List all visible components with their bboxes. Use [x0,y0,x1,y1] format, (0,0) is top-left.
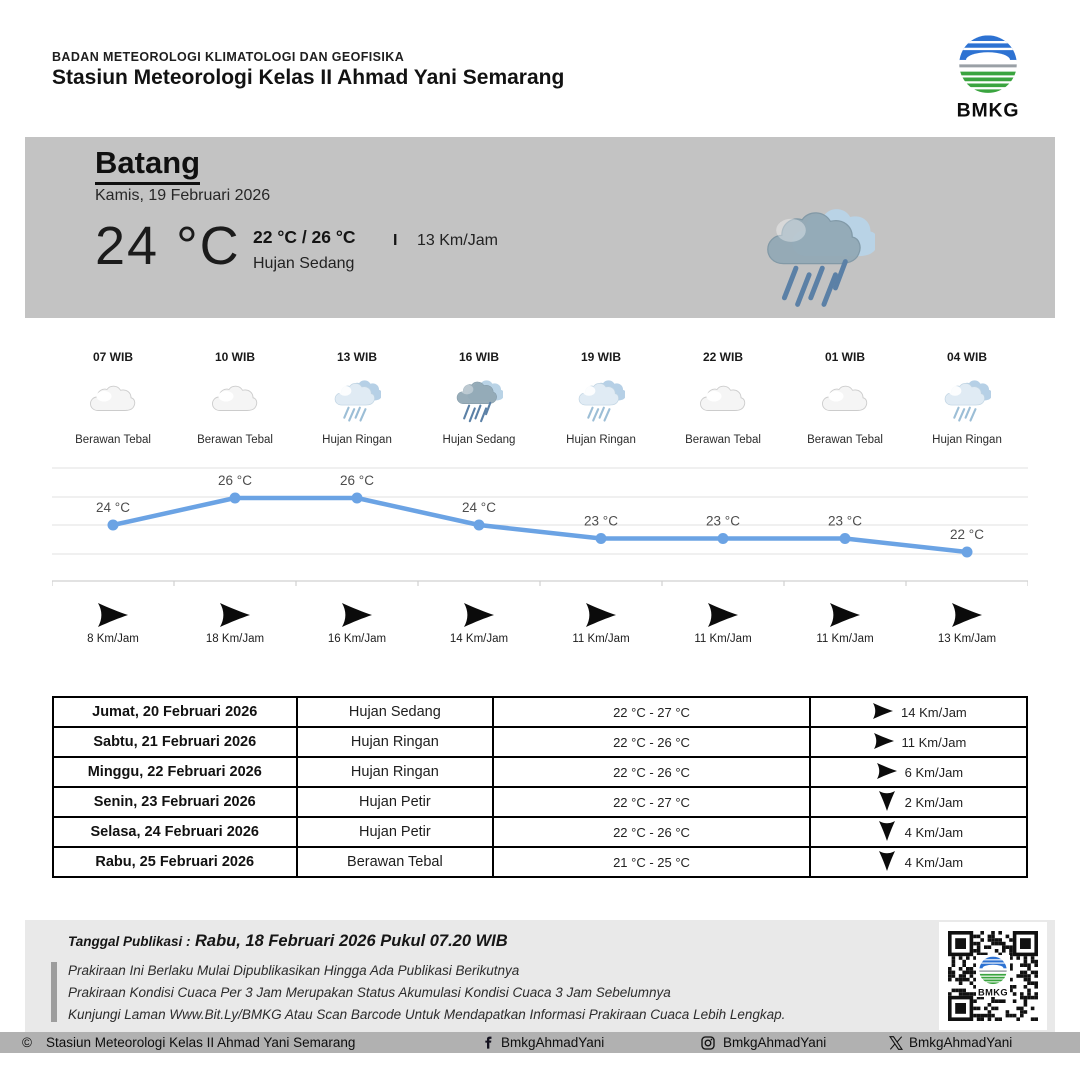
hourly-time: 10 WIB [214,350,255,364]
day-wind [811,701,1026,724]
cloud-thick-icon [211,376,259,424]
hourly-condition: Hujan Ringan [932,434,1002,446]
wind-slot [540,600,662,645]
cloud-thick-icon [699,376,747,424]
hourly-time: 13 WIB [336,350,377,364]
day-temp-range: 22 °C - 27 °C [493,787,810,817]
svg-text:23 °C: 23 °C [706,513,740,529]
wind-direction-arrow-icon [704,600,742,630]
wind-direction-arrow-icon [216,600,254,630]
wind-direction-arrow-icon [948,600,986,630]
divider: I [393,232,398,249]
svg-text:BMKG: BMKG [978,987,1008,997]
table-row [53,847,1027,877]
day-condition: Hujan Petir [297,817,494,847]
wind-speed-label: 11 Km/Jam [816,633,874,645]
day-temp-range: 22 °C - 27 °C [493,697,810,727]
hourly-condition: Hujan Sedang [442,434,516,446]
wind-direction-arrow-icon [460,600,498,630]
hourly-time: 04 WIB [946,350,987,364]
day-condition: Hujan Ringan [297,727,494,757]
wind-direction-arrow-icon [582,600,620,630]
svg-text:26 °C: 26 °C [218,473,252,488]
hourly-condition: Berawan Tebal [197,434,273,446]
day-date: Jumat, 20 Februari 2026 [53,697,297,727]
facebook-icon[interactable] [480,1032,496,1053]
svg-text:23 °C: 23 °C [584,513,618,529]
hourly-time: 16 WIB [458,350,499,364]
day-wind [811,791,1026,814]
day-condition: Hujan Ringan [297,757,494,787]
hourly-slot [174,350,296,446]
wind-speed-label: 11 Km/Jam [572,633,630,645]
hourly-condition: Berawan Tebal [75,434,151,446]
x-handle[interactable]: BmkgAhmadYani [909,1035,1013,1050]
svg-text:BMKG: BMKG [956,99,1020,120]
station-name: Stasiun Meteorologi Kelas II Ahmad Yani Semarang [52,66,565,89]
table-row [53,697,1027,727]
rain-moderate-icon [455,376,503,424]
publication-footer [25,920,1055,1032]
bottom-bar [0,1032,1080,1053]
hourly-slot [296,350,418,446]
current-wind-speed: 13 Km/Jam [417,232,498,249]
day-date: Senin, 23 Februari 2026 [53,787,297,817]
x-icon[interactable] [888,1032,904,1053]
rain-moderate-icon [763,199,875,311]
note-accent-bar [51,962,57,1022]
day-wind-speed: 6 Km/Jam [904,764,964,780]
wind-slot [906,600,1028,645]
instagram-icon[interactable] [700,1032,716,1053]
wind-direction-arrow-icon [874,821,900,844]
wind-direction-arrow-icon [871,731,897,754]
bmkg-logo [950,32,1026,120]
day-temp-range: 22 °C - 26 °C [493,817,810,847]
day-wind [811,851,1026,874]
day-condition: Hujan Petir [297,787,494,817]
hourly-wind-strip [52,600,1028,645]
hourly-condition: Hujan Ringan [566,434,636,446]
hourly-condition: Hujan Ringan [322,434,392,446]
day-wind-speed: 4 Km/Jam [904,854,964,870]
daily-forecast-table [52,696,1028,878]
publication-line [68,932,508,951]
wind-direction-arrow-icon [870,701,896,724]
svg-text:26 °C: 26 °C [340,473,374,488]
wind-slot [662,600,784,645]
temp-range: 22 °C / 26 °C [253,227,356,247]
table-row [53,787,1027,817]
day-wind-speed: 2 Km/Jam [904,794,964,810]
svg-text:22 °C: 22 °C [950,527,984,542]
table-row [53,757,1027,787]
hourly-slot [540,350,662,446]
wind-slot [52,600,174,645]
wind-speed-label: 14 Km/Jam [449,633,509,645]
hourly-forecast-strip [52,350,1028,446]
wind-speed-label: 8 Km/Jam [87,633,139,645]
wind-direction-arrow-icon [826,600,864,630]
svg-text:24 °C: 24 °C [462,500,496,515]
day-wind-speed: 4 Km/Jam [904,824,964,840]
wind-direction-arrow-icon [94,600,132,630]
agency-name: BADAN METEOROLOGI KLIMATOLOGI DAN GEOFISIKA [52,50,405,64]
qr-code [939,922,1047,1030]
day-wind [811,761,1026,784]
current-weather-card [25,137,1055,318]
disclaimer-notes [68,960,785,1026]
qr-center-bmkg-logo [976,955,1010,997]
hourly-time: 22 WIB [702,350,743,364]
hourly-time: 07 WIB [92,350,133,364]
wind-direction-arrow-icon [874,791,900,814]
disclaimer-note: Kunjungi Laman Www.Bit.Ly/BMKG Atau Scan Barcode Untuk Mendapatkan Informasi Prakiraan Cuaca Lebih Lengkap. [68,1007,786,1022]
day-date: Minggu, 22 Februari 2026 [53,757,297,787]
temperature-chart [52,455,1028,587]
location-title: Batang [95,145,200,185]
rain-light-icon [943,376,991,424]
day-wind-speed: 11 Km/Jam [901,734,967,750]
wind-direction-arrow-icon [874,761,900,784]
hourly-slot [418,350,540,446]
table-row [53,817,1027,847]
publication-label: Tanggal Publikasi : [68,934,191,949]
copyright-text: Stasiun Meteorologi Kelas II Ahmad Yani Semarang [46,1035,356,1050]
wind-speed-label: 13 Km/Jam [937,633,997,645]
disclaimer-note: Prakiraan Ini Berlaku Mulai Dipublikasikan Hingga Ada Publikasi Berikutnya [68,963,520,978]
day-condition: Berawan Tebal [297,847,494,877]
current-date: Kamis, 19 Februari 2026 [95,187,271,204]
current-temperature: 24 °C [95,216,241,276]
wind-speed-label: 16 Km/Jam [327,633,387,645]
cloud-thick-icon [89,376,137,424]
wind-slot [296,600,418,645]
instagram-handle[interactable]: BmkgAhmadYani [723,1035,827,1050]
hourly-slot [784,350,906,446]
day-temp-range: 22 °C - 26 °C [493,727,810,757]
day-date: Rabu, 25 Februari 2026 [53,847,297,877]
wind-slot [174,600,296,645]
disclaimer-note: Prakiraan Kondisi Cuaca Per 3 Jam Merupakan Status Akumulasi Kondisi Cuaca 3 Jam Sebelumnya [68,985,671,1000]
rain-light-icon [577,376,625,424]
table-row [53,727,1027,757]
svg-text:24 °C: 24 °C [96,500,130,515]
cloud-thick-icon [821,376,869,424]
rain-light-icon [333,376,381,424]
wind-speed-label: 11 Km/Jam [694,633,752,645]
day-wind [811,821,1026,844]
publication-value: Rabu, 18 Februari 2026 Pukul 07.20 WIB [194,932,508,950]
day-date: Selasa, 24 Februari 2026 [53,817,297,847]
day-condition: Hujan Sedang [297,697,494,727]
wind-slot [784,600,906,645]
hourly-slot [906,350,1028,446]
hourly-condition: Berawan Tebal [807,434,883,446]
facebook-handle[interactable]: BmkgAhmadYani [501,1035,605,1050]
wind-speed-label: 18 Km/Jam [205,633,265,645]
hourly-time: 19 WIB [580,350,621,364]
svg-text:23 °C: 23 °C [828,513,862,529]
current-condition: Hujan Sedang [253,255,355,272]
hourly-condition: Berawan Tebal [685,434,761,446]
day-date: Sabtu, 21 Februari 2026 [53,727,297,757]
wind-direction-arrow-icon [338,600,376,630]
hourly-time: 01 WIB [824,350,865,364]
hourly-slot [52,350,174,446]
day-wind [811,731,1026,754]
wind-slot [418,600,540,645]
hourly-slot [662,350,784,446]
copyright-icon: © [22,1035,32,1050]
day-wind-speed: 14 Km/Jam [901,704,967,720]
day-temp-range: 22 °C - 26 °C [493,757,810,787]
wind-direction-arrow-icon [874,851,900,874]
day-temp-range: 21 °C - 25 °C [493,847,810,877]
